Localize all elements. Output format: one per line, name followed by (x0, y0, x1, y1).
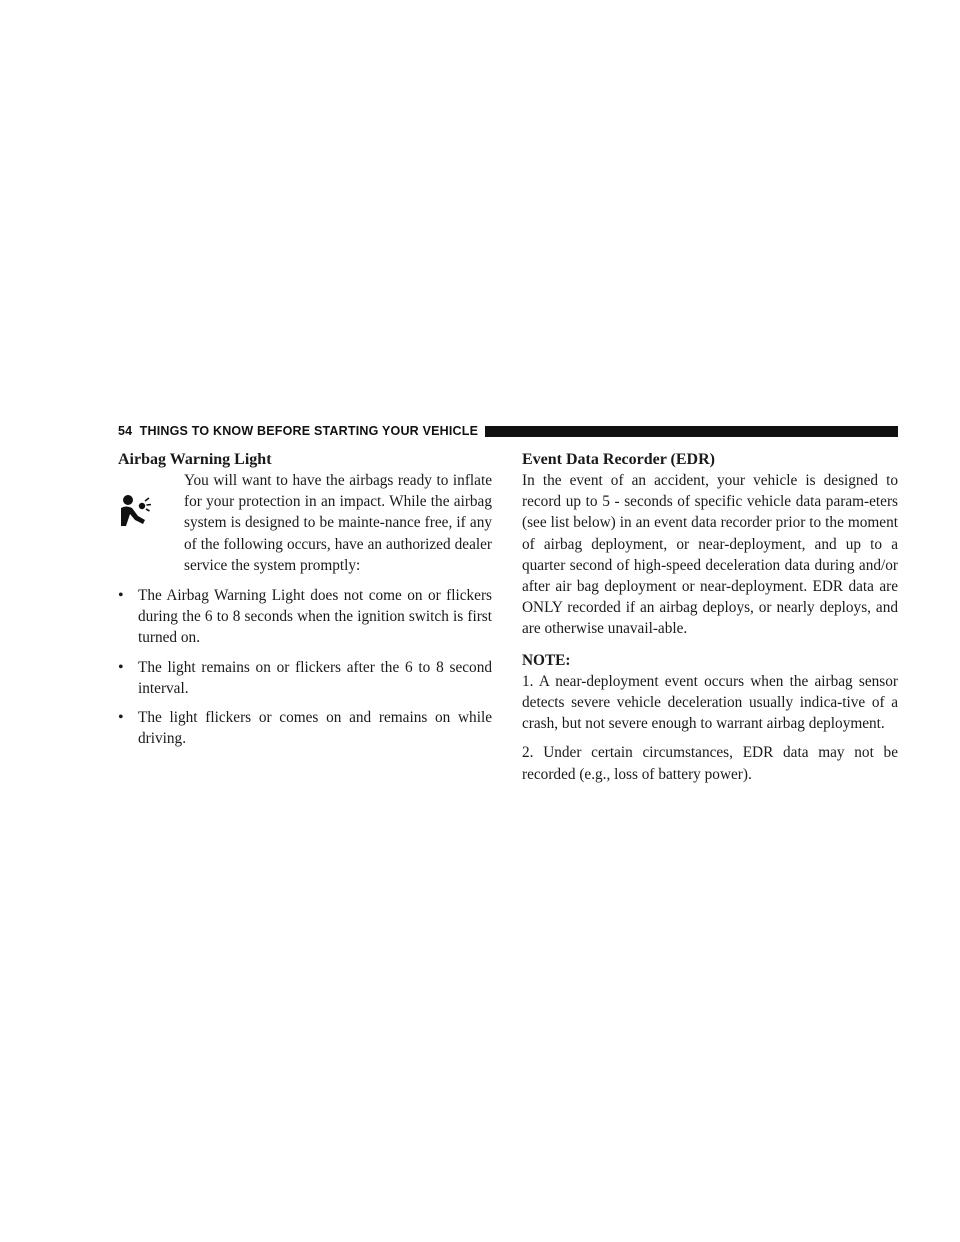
page-header-text (118, 424, 478, 438)
list-item: • The light remains on or flickers after the 6 to 8 second interval. (118, 658, 492, 697)
note-item: 2. Under certain circumstances, EDR data may not be recorded (e.g., loss of battery power). (522, 744, 898, 783)
section-title: THINGS TO KNOW BEFORE STARTING YOUR VEHICLE (139, 424, 479, 438)
note-label: NOTE: (522, 651, 571, 669)
page-header (118, 420, 898, 442)
bullet-icon: • (118, 658, 124, 676)
airbag-intro-text: You will want to have the airbags ready to inflate for your protection in an impact. While the airbag system is designed to be mainte-nance free, if any of the following occurs, have an authorized dealer service the system promptly: (184, 472, 492, 574)
bullet-icon: • (118, 709, 124, 727)
edr-heading: Event Data Recorder (EDR) (522, 451, 715, 468)
left-column (118, 449, 492, 757)
note-item: 1. A near-deployment event occurs when the airbag sensor detects severe vehicle deceleration usually indica-tive of a crash, but not severe enough to warrant airbag deployment. (522, 672, 898, 733)
airbag-intro (118, 470, 492, 576)
right-column (522, 449, 898, 785)
edr-paragraph: In the event of an accident, your vehicle is designed to record up to 5 - seconds of specific vehicle data param-eters (see list below) in an event data recorder prior to the moment of airbag deployment, or near-deployment, and up to a quarter second of high-speed deceleration data during and/or after air bag deployment or near-deployment. EDR data are ONLY recorded if an airbag deploys, or nearly deploys, and are otherwise unavail-able. (522, 472, 898, 638)
header-rule (485, 426, 898, 437)
page-number: 54 (118, 424, 133, 438)
bullet-icon: • (118, 587, 124, 605)
list-item: • The light flickers or comes on and remains on while driving. (118, 709, 492, 748)
warning-conditions-list (118, 585, 492, 749)
airbag-warning-heading: Airbag Warning Light (118, 451, 272, 468)
airbag-warning-icon (118, 470, 184, 576)
list-item: • The Airbag Warning Light does not come on or flickers during the 6 to 8 seconds when the ignition switch is first turned on. (118, 587, 492, 647)
